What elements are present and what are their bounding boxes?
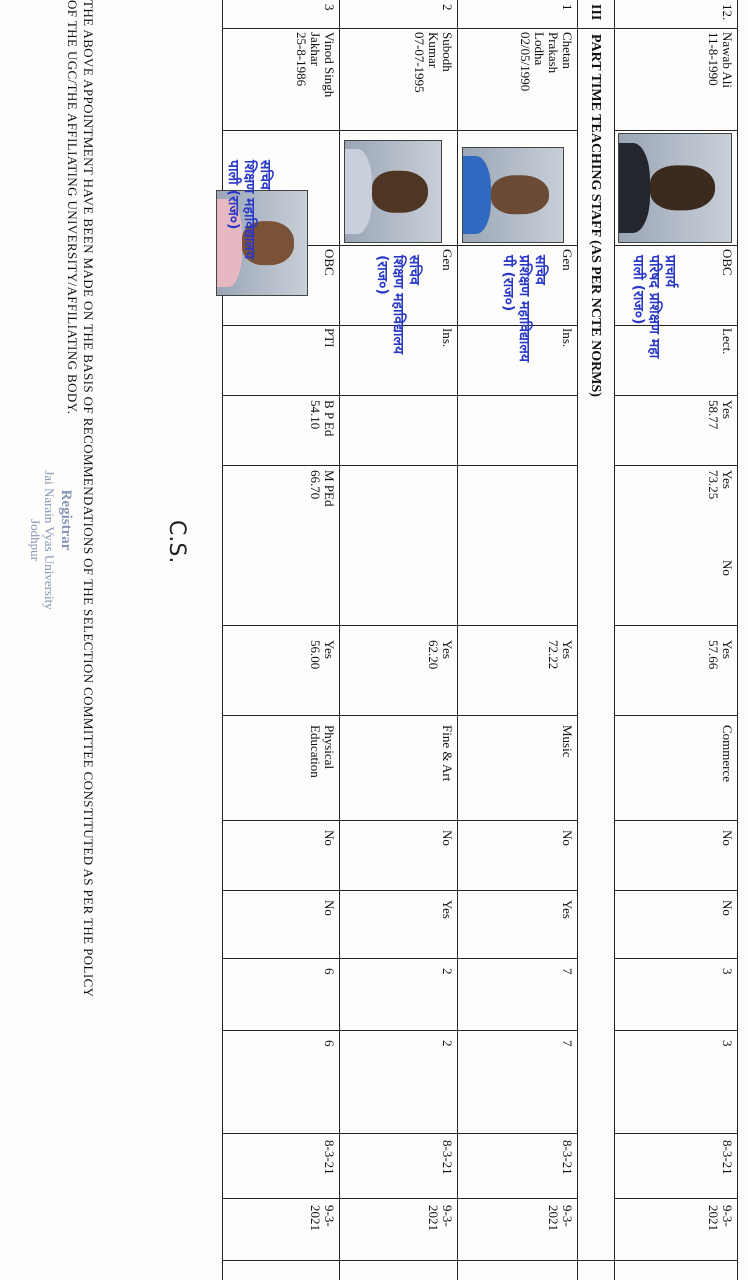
criterion-2: No: [720, 900, 735, 916]
date-to: 9-3- 2021: [546, 1205, 575, 1231]
experience-2: 7: [560, 1040, 575, 1047]
signature-stamp: प्राचार्य परिषद प्रशिक्षण महा पाली (राज०): [630, 255, 678, 359]
name-dob: Nawab Ali 11-8-1990: [706, 32, 735, 88]
category: Gen: [440, 249, 455, 271]
category: OBC: [322, 249, 337, 276]
experience-2: 6: [322, 1040, 337, 1047]
experience-1: 6: [322, 968, 337, 975]
ug-marks: B P Ed 54.10: [308, 400, 337, 437]
category: Gen: [560, 249, 575, 271]
footer-line-2: OF THE UGC/THE AFFILIATING UNIVERSITY/AFFILIATING BODY.: [65, 0, 80, 415]
registrar-title: Registrar: [58, 489, 74, 551]
status-no: No: [720, 560, 735, 576]
experience-2: 3: [720, 1040, 735, 1047]
name-dob: Subodh Kumar 07-07-1995: [412, 32, 455, 93]
signature-stamp: सचिव शिक्षण महाविद्यालय (राज०): [374, 255, 422, 355]
category: OBC: [720, 249, 735, 276]
designation: PTI: [322, 328, 337, 348]
row-number: 2: [440, 4, 455, 11]
experience-2: 2: [440, 1040, 455, 1047]
net-marks: Yes 62.20: [426, 640, 455, 670]
date-to: 9-3- 2021: [308, 1205, 337, 1231]
date-from: 8-3-21: [560, 1140, 575, 1175]
signature-stamp: सचिव शिक्षण महाविद्यालय पाली (राज०): [225, 160, 273, 260]
date-to: 9-3- 2021: [706, 1205, 735, 1231]
criterion-2: No: [322, 900, 337, 916]
net-marks: Yes 56.00: [308, 640, 337, 670]
registrar-university: Jai Narain Vyas University Jodhpur: [28, 470, 57, 610]
row-number: 12.: [720, 4, 735, 21]
section-number: III: [588, 4, 603, 21]
experience-1: 2: [440, 968, 455, 975]
staff-photo: [462, 147, 564, 243]
criterion-1: No: [440, 830, 455, 846]
criterion-2: Yes: [440, 900, 455, 919]
signature-stamp: सचिव प्रशिक्षण महाविद्यालय पी (राज०): [500, 255, 548, 363]
row-number: 1: [560, 4, 575, 11]
pg-marks: Yes 73.25: [706, 470, 735, 500]
pg-marks: M PEd 66.70: [308, 470, 337, 507]
designation: Ins.: [440, 328, 455, 348]
designation: Lect.: [720, 328, 735, 355]
handwritten-initials: C.S.: [164, 520, 189, 564]
date-to: 9-3- 2021: [426, 1205, 455, 1231]
net-marks: Yes 72.22: [546, 640, 575, 670]
date-from: 8-3-21: [322, 1140, 337, 1175]
subject: Fine & Art: [440, 725, 455, 782]
subject: Physical Education: [308, 725, 337, 778]
criterion-2: Yes: [560, 900, 575, 919]
footer-line-1: THE ABOVE APPOINTMENT HAVE BEEN MADE ON THE BASIS OF RECOMMENDATIONS OF THE SELECTION COMMITTEE CONSTITUTED AS PER THE POLICY: [81, 0, 96, 998]
name-dob: Vinod Singh Jakhar 25-8-1986: [294, 32, 337, 98]
experience-1: 7: [560, 968, 575, 975]
designation: Ins.: [560, 328, 575, 348]
subject: Music: [560, 725, 575, 758]
section-title: PART TIME TEACHING STAFF (AS PER NCTE NORMS): [588, 34, 603, 397]
experience-1: 3: [720, 968, 735, 975]
subject: Commerce: [720, 725, 735, 783]
row-number: 3: [322, 4, 337, 11]
date-from: 8-3-21: [720, 1140, 735, 1175]
name-dob: Chetan Prakash Lodha 02/05/1990: [518, 32, 575, 92]
ug-marks: Yes 58.77: [706, 400, 735, 430]
date-from: 8-3-21: [440, 1140, 455, 1175]
staff-photo: [618, 133, 732, 243]
criterion-1: No: [720, 830, 735, 846]
criterion-1: No: [560, 830, 575, 846]
net-marks: Yes 57.66: [706, 640, 735, 670]
criterion-1: No: [322, 830, 337, 846]
staff-photo: [344, 140, 442, 243]
